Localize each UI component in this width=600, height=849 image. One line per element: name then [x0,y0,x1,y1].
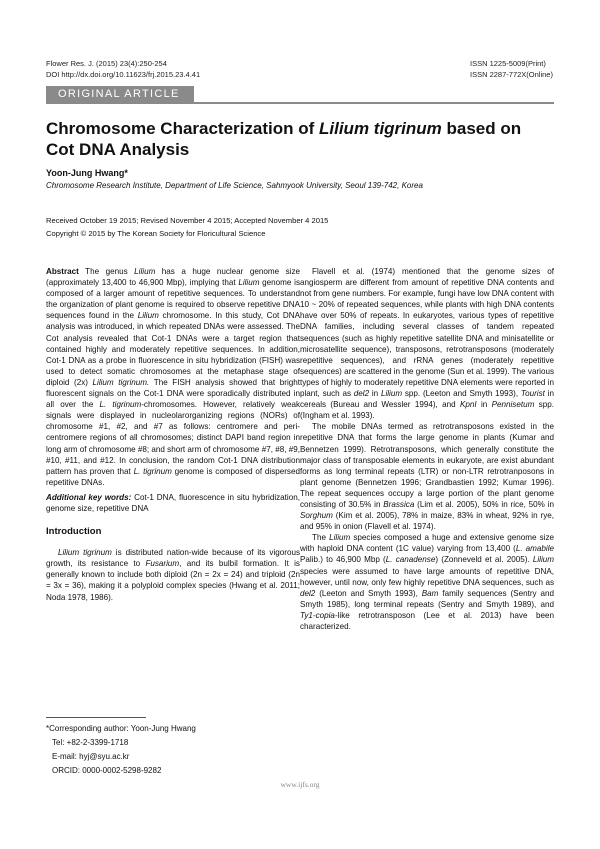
article-type-banner [46,86,554,104]
body-paragraph-2: The mobile DNAs termed as retrotransposons existed in the repetitive DNA that forms the large genome in plants (Kumar and Bennetzen 1999). Retrotransposons, which generally constitute the major class of transposable elements in eukaryote, are exist abundant forms as long terminal repeats (LTR) or non-LTR retrotranposons in plant genome (Bennetzen 1996; Grandbastien 1992; Kumar 1996). The repeat sequences occupy a large portion of the plant genome consisting of 30.5% in Brassica (Lim et al. 2005), 50% in rice, 50% in Sorghum (Kim et al. 2005), 78% in maize, 83% in wheat, 92% in rye, and 95% in onion (Flavell et al. 1974). [300,422,554,532]
article-type-label: ORIGINAL ARTICLE [58,88,180,100]
author-affiliation: Chromosome Research Institute, Department of Life Science, Sahmyook University, Seoul 139-742, Korea [46,181,423,190]
copyright-line: Copyright © 2015 by The Korean Society for Floricultural Science [46,229,266,238]
additional-keywords: Additional key words: Cot-1 DNA, fluorescence in situ hybridization, genome size, repetitive DNA [46,492,300,513]
issn-block [470,58,553,80]
corresponding-author-note [46,722,196,778]
doi-link[interactable]: DOI http://dx.doi.org/10.11623/frj.2015.23.4.41 [46,70,201,79]
author-phone: Tel: +82-2-3399-1718 [52,738,129,747]
received-dates: Received October 19 2015; Revised November 4 2015; Accepted November 4 2015 [46,216,329,225]
issn-online: ISSN 2287-772X(Online) [470,70,553,79]
banner-tab [46,86,194,104]
paper-title: Chromosome Characterization of Lilium tigrinum based on Cot DNA Analysis [46,119,522,159]
author-orcid: ORCID: 0000-0002-5298-9282 [52,766,162,775]
right-column [300,266,554,632]
journal-citation: Flower Res. J. (2015) 23(4):250-254 [46,59,167,68]
introduction-heading: Introduction [46,526,102,538]
journal-website[interactable]: www.ijfs.org [280,780,320,789]
corresponding-author: *Corresponding author: Yoon-Jung Hwang [46,724,196,733]
abstract: Abstract The genus Lilium has a huge nuclear genome size (approximately 13,400 to 46,900 Mbp), implying that Lilium genome is composed of a larger amount of repetitive sequences. To understand the organization of plant genome is required to observe repetitive DNA sequences found in the Lilium chromosome. In this study, Cot DNA analysis was introduced, in which repeated DNAs were assessed. The Cot analysis revealed that Cot-1 DNAs were a target region that contained highly and moderately repetitive sequences. In addition, Cot-1 DNA as a probe in fluorescence in situ hybridization (FISH) was used to detect somatic chromosomes at the metaphase stage of diploid (2x) Lilium tigrinum. The FISH analysis showed that bright fluorescent signals on the Cot-1 DNA were sporadically distributed in all over the L. tigrinum-chromosomes. However, relatively weak signals were displayed in nucleolarorganizing regions (NORs) of chromosome #1, #2, and #7 as follows: centromere and peri-centromere regions of all chromosomes; distinct DAPI band region in long arm of chromosome #8; and short arm of chromosome #7, #8, #9, #10, #11, and #12. In conclusion, the random Cot-1 DNA distribution pattern has proven that L. tigrinum genome is composed of dispersed repetitive DNAs. [46,267,301,487]
banner-rule [194,102,554,104]
body-paragraph-1: Flavell et al. (1974) mentioned that the genome sizes of angiosperm are different from amount of repetitive DNA contents and not from gene numbers. For example, fungi have low DNA content with 10 ~ 20% of repeated sequences, while plants with high DNA contents have over 50% of repeats. In eukaryotes, various types of repetitive DNA families, including several classes of tandem repeated sequences (such as highly repetitive satellite DNA and minisatellite or microsatellite sequence), transposons, retrotransposons (moderately repetitive sequences), and rRNA genes (moderately repetitive sequences) are scattered in the genome (Sun et al. 1999). The various types of highly to moderately repetitive DNA elements were reported in plant, such as del2 in Lilium spp. (Leeton and Smyth 1993), Tourist in cereals (Bureau and Wessler 1994), and KpnI in Pennisetum spp. (Ingham et al. 1993). [300,267,554,421]
left-column [46,266,300,603]
body-paragraph-3: The Lilium species composed a huge and extensive genome size with haploid DNA content (1C value) varying from 13,400 (L. amabile Palib.) to 46,900 Mbp (L. canadense) (Zonneveld et al. 2005). Lilium species were assumed to have large amounts of repetitive DNA, however, until now, only few highly repetitive DNA sequences, such as del2 (Leeton and Smyth 1993), Bam family sequences (Sentry and Smyth 1985), long terminal repeats (Sentry and Smyth 1989), and Ty1-copia-like retrotransposon (Lee et al. 2013) have been characterized. [300,533,555,631]
author-name: Yoon-Jung Hwang* [46,168,128,178]
author-email[interactable]: E-mail: hyj@syu.ac.kr [52,752,130,761]
footnote-divider [46,717,146,718]
journal-header [46,58,200,80]
issn-print: ISSN 1225-5009(Print) [470,59,546,68]
article-dates [46,214,328,240]
introduction-paragraph: Lilium tigrinum is distributed nation-wide because of its vigorous growth, its resistance to Fusarium, and its bulbil formation. It is generally known to include both diploid (2n = 2x = 24) and triploid (2n = 3x = 36), making it a polyploid complex species (Hwang et al. 2011; Noda 1978, 1986). [46,548,300,602]
